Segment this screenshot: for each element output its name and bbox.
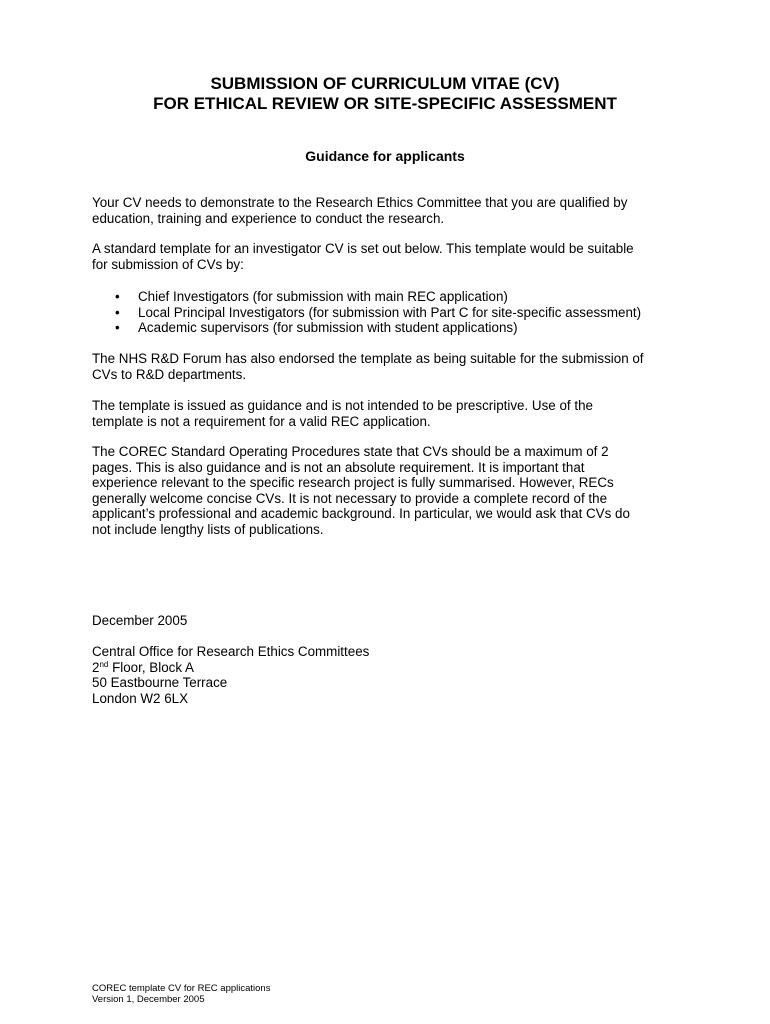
bullet-icon: • [115,289,120,304]
paragraph-nhs-forum [92,351,692,382]
paragraph-guidance-note [92,398,692,429]
footer-line: COREC template CV for REC applications [92,983,271,994]
text-line: applicant’s professional and academic background. In particular, we would ask that CVs do [92,506,630,522]
paragraph-template-intro [92,241,692,272]
text-line: The COREC Standard Operating Procedures state that CVs should be a maximum of 2 [92,444,609,459]
document-date: December 2005 [92,613,188,628]
text-line: not include lengthy lists of publications. [92,521,324,537]
address-line: 50 Eastbourne Terrace [92,675,228,691]
address-line: London W2 6LX [92,690,189,706]
paragraph-qualification [92,195,692,226]
text-line: pages. This is also guidance and is not an absolute requirement. It is important that [92,459,585,475]
postal-address [92,644,369,706]
list-item [92,320,712,336]
text-line: experience relevant to the specific research project is fully summarised. However, RECs [92,475,614,491]
text-line: A standard template for an investigator CV is set out below. This template would be suitable [92,241,634,256]
floor-number: 2 [92,659,100,675]
list-item-text: Academic supervisors (for submission with student applications) [138,320,518,336]
text-line: Your CV needs to demonstrate to the Research Ethics Committee that you are qualified by [92,195,628,210]
list-item [92,305,712,321]
text-line: CVs to R&D departments. [92,366,247,382]
page-footer [92,983,270,1005]
text-line: The template is issued as guidance and is not intended to be prescriptive. Use of the [92,398,593,413]
title-line-2: FOR ETHICAL REVIEW OR SITE-SPECIFIC ASSESSMENT [153,94,617,113]
list-item-text: Chief Investigators (for submission with main REC application) [138,289,508,304]
text-line: generally welcome concise CVs. It is not necessary to provide a complete record of the [92,490,608,506]
submitter-list [92,289,712,336]
footer-line: Version 1, December 2005 [92,994,205,1005]
text-line: The NHS R&D Forum has also endorsed the template as being suitable for the submission of [92,351,644,366]
floor-ordinal-suffix: nd [99,659,109,669]
document-title [0,74,770,114]
list-item-text: Local Principal Investigators (for submission with Part C for site-specific assessment) [138,304,642,320]
paragraph-sop-length [92,444,692,538]
floor-block-text: Floor, Block A [108,659,194,675]
bullet-icon: • [115,320,120,336]
address-line [92,660,369,676]
text-line: education, training and experience to conduct the research. [92,210,445,226]
text-line: for submission of CVs by: [92,256,244,272]
address-line: Central Office for Research Ethics Committees [92,644,370,659]
text-line: template is not a requirement for a valid REC application. [92,413,431,429]
document-subtitle: Guidance for applicants [305,148,465,164]
bullet-icon: • [115,304,120,320]
title-line-1: SUBMISSION OF CURRICULUM VITAE (CV) [210,74,560,93]
list-item [92,289,712,305]
